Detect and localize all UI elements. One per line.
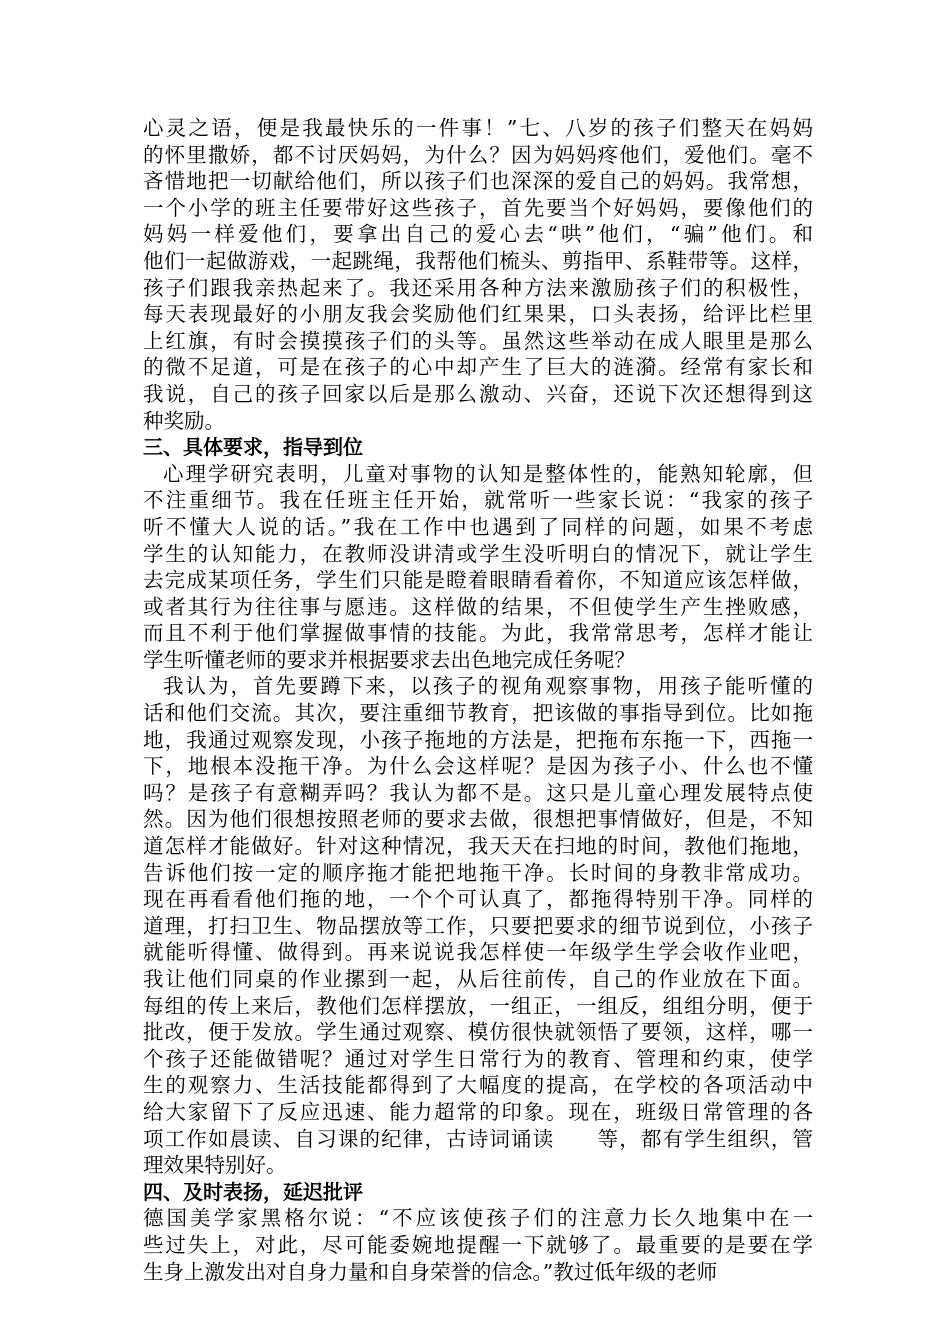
text-line: 我让他们同桌的作业摞到一起，从后往前传，自己的作业放在下面。 — [143, 967, 813, 991]
text-line: 我说，自己的孩子回家以后是那么激动、兴奋，还说下次还想得到这 — [143, 381, 813, 406]
text-line: 德国美学家黑格尔说：“不应该使孩子们的注意力长久地集中在一 — [143, 1206, 813, 1231]
text-line: 听不懂大人说的话。”我在工作中也遇到了同样的问题，如果不考虑 — [143, 514, 813, 539]
text-line: 他们一起做游戏，一起跳绳，我帮他们梳头、剪指甲、系鞋带等。这样， — [143, 248, 813, 273]
text-line: 项工作如晨读、自习课的纪律，古诗词诵读 等，都有学生组织，管 — [143, 1126, 813, 1151]
text-line: 地，我通过观察发现，小孩子拖地的方法是，把拖布东拖一下，西拖一 — [143, 727, 813, 752]
text-line: 个孩子还能做错呢？通过对学生日常行为的教育、管理和约束，使学 — [143, 1046, 813, 1071]
text-line: 去完成某项任务，学生们只能是瞪着眼睛看着你，不知道应该怎样做， — [143, 568, 813, 593]
text-line: 然。因为他们很想按照老师的要求去做，很想把事情做好，但是，不知 — [143, 807, 813, 832]
text-line: 每天表现最好的小朋友我会奖励他们红果果，口头表扬，给评比栏里 — [143, 302, 813, 327]
section-heading-4: 四、及时表扬，延迟批评 — [143, 1179, 363, 1204]
text-line: 下，地根本没拖干净。为什么会这样呢？是因为孩子小、什么也不懂 — [143, 754, 813, 779]
paragraph-squat-down — [143, 673, 813, 1178]
text-line: 心理学研究表明，儿童对事物的认知是整体性的，能熟知轮廓，但 — [163, 461, 813, 486]
text-line: 而且不利于他们掌握做事情的技能。为此，我常常思考，怎样才能让 — [143, 621, 813, 646]
text-line: 话和他们交流。其次，要注重细节教育，把该做的事指导到位。比如拖 — [143, 701, 813, 726]
text-line: 现在再看看他们拖的地，一个个可认真了，都拖得特别干净。同样的 — [143, 887, 813, 912]
document-body — [143, 115, 813, 1285]
text-line: 妈妈一样爱他们，要拿出自己的爱心去“哄”他们，“骗”他们。和 — [143, 222, 813, 247]
text-line: 就能听得懂、做得到。再来说说我怎样使一年级学生学会收作业吧， — [143, 940, 813, 965]
text-line: 学生的认知能力，在教师没讲清或学生没听明白的情况下，就让学生 — [143, 541, 813, 566]
text-line: 的怀里撒娇，都不讨厌妈妈，为什么？因为妈妈疼他们，爱他们。毫不 — [143, 142, 813, 167]
text-line: 上红旗，有时会摸摸孩子们的头等。虽然这些举动在成人眼里是那么 — [143, 328, 813, 353]
text-line: 每组的传上来后，教他们怎样摆放，一组正，一组反，组组分明，便于 — [143, 993, 813, 1018]
text-line: 批改，便于发放。学生通过观察、模仿很快就领悟了要领，这样，哪一 — [143, 1020, 813, 1045]
text-line: 不注重细节。我在任班主任开始，就常听一些家长说：“我家的孩子 — [143, 488, 813, 513]
text-line: 学生听懂老师的要求并根据要求去出色地完成任务呢？ — [143, 647, 635, 672]
text-line: 我认为，首先要蹲下来，以孩子的视角观察事物，用孩子能听懂的 — [163, 674, 813, 699]
text-line: 告诉他们按一定的顺序拖才能把地拖干净。长时间的身教非常成功。 — [143, 860, 813, 885]
text-line: 一个小学的班主任要带好这些孩子，首先要当个好妈妈，要像他们的 — [143, 195, 813, 220]
section-heading-3: 三、具体要求，指导到位 — [143, 435, 363, 460]
text-line: 的微不足道，可是在孩子的心中却产生了巨大的涟漪。经常有家长和 — [143, 355, 813, 380]
text-line: 或者其行为往往事与愿违。这样做的结果，不但使学生产生挫败感， — [143, 594, 813, 619]
text-line: 些过失上，对此，尽可能委婉地提醒一下就够了。最重要的是要在学 — [143, 1232, 813, 1257]
paragraph-specific-requirements — [143, 461, 813, 674]
text-line: 吗？是孩子有意糊弄吗？我认为都不是。这只是儿童心理发展特点使 — [143, 780, 813, 805]
text-line: 道怎样才能做好。针对这种情况，我天天在扫地的时间，教他们拖地， — [143, 834, 813, 859]
text-line: 种奖励。 — [143, 408, 225, 433]
text-line: 吝惜地把一切献给他们，所以孩子们也深深的爱自己的妈妈。我常想， — [143, 169, 813, 194]
text-line: 道理，打扫卫生、物品摆放等工作，只要把要求的细节说到位，小孩子 — [143, 913, 813, 938]
text-line: 理效果特别好。 — [143, 1153, 287, 1178]
text-line: 心灵之语，便是我最快乐的一件事！”七、八岁的孩子们整天在妈妈 — [143, 116, 813, 140]
text-line: 生身上激发出对自身力量和自身荣誉的信念。”教过低年级的老师 — [143, 1259, 718, 1284]
paragraph-hegel-quote — [143, 1205, 813, 1285]
text-line: 孩子们跟我亲热起来了。我还采用各种方法来激励孩子们的积极性， — [143, 275, 813, 300]
text-line: 给大家留下了反应迅速、能力超常的印象。现在，班级日常管理的各 — [143, 1099, 813, 1124]
paragraph-love-as-mother — [143, 115, 813, 434]
text-line: 生的观察力、生活技能都得到了大幅度的提高，在学校的各项活动中 — [143, 1073, 813, 1098]
